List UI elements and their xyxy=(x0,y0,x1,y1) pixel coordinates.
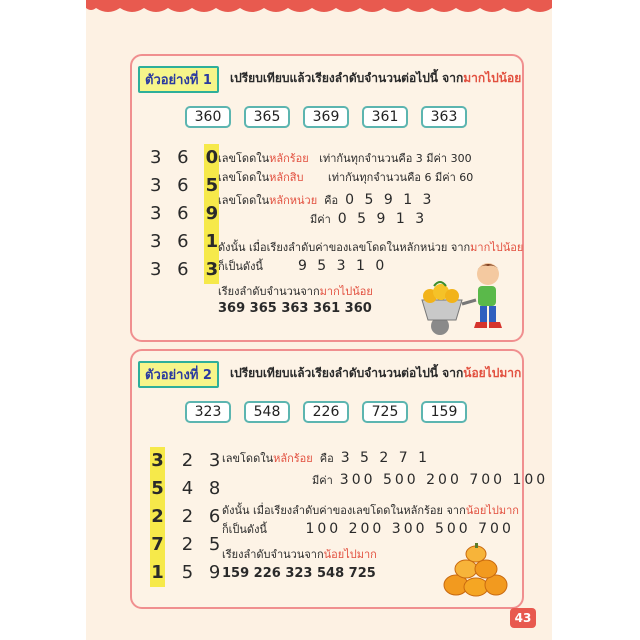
so-line: ดังนั้น เมื่อเรียงลำดับค่าของเลขโดดในหลักหน่วย จากมากไปน้อย xyxy=(218,241,524,254)
example-1-stacked-numbers xyxy=(150,144,225,284)
result-line: ก็เป็นดังนี้ 100 200 300 500 700 xyxy=(222,521,514,537)
units-line: เลขโดดในหลักหน่วย คือ 0 5 9 1 3 xyxy=(218,192,435,208)
order-line: เรียงลำดับจำนวนจากมากไปน้อย xyxy=(218,285,373,298)
stacked-number: 3 6 3 xyxy=(150,256,225,284)
order-line: เรียงลำดับจำนวนจากน้อยไปมาก xyxy=(222,548,377,561)
example-2-panel xyxy=(130,349,549,609)
units-values-line: มีค่า 0 5 9 1 3 xyxy=(310,211,428,227)
number-chip: 363 xyxy=(421,106,467,128)
example-2-number-chips xyxy=(185,401,467,423)
stacked-number: 3 6 1 xyxy=(150,228,225,256)
example-2-stacked-numbers xyxy=(150,447,225,587)
page-number: 43 xyxy=(510,608,536,628)
decorative-wave-border xyxy=(86,0,552,22)
number-chip: 725 xyxy=(362,401,408,423)
number-chip: 159 xyxy=(421,401,467,423)
example-1-instruction: เปรียบเทียบแล้วเรียงลำดับจำนวนต่อไปนี้ จากมากไปน้อย xyxy=(230,71,522,85)
number-chip: 548 xyxy=(244,401,290,423)
stacked-number: 3 6 5 xyxy=(150,172,225,200)
order-result: 369 365 363 361 360 xyxy=(218,301,372,316)
number-chip: 361 xyxy=(362,106,408,128)
stacked-number: 5 4 8 xyxy=(150,475,225,503)
example-2-tag: ตัวอย่างที่ 2 xyxy=(138,361,219,388)
stacked-number: 3 6 9 xyxy=(150,200,225,228)
example-1-panel xyxy=(130,54,524,342)
stacked-number: 2 2 6 xyxy=(150,503,225,531)
pumpkins-illustration xyxy=(442,541,508,597)
tens-line: เลขโดดในหลักสิบ เท่ากันทุกจำนวนคือ 6 มีค่า 60 xyxy=(218,171,474,184)
number-chip: 323 xyxy=(185,401,231,423)
result-line: ก็เป็นดังนี้ 9 5 3 1 0 xyxy=(218,258,388,274)
hundreds-values-line: มีค่า 300 500 200 700 100 xyxy=(312,472,549,488)
textbook-page xyxy=(86,0,552,640)
stacked-number: 3 2 3 xyxy=(150,447,225,475)
stacked-number: 7 2 5 xyxy=(150,531,225,559)
so-line: ดังนั้น เมื่อเรียงลำดับค่าของเลขโดดในหลักร้อย จากน้อยไปมาก xyxy=(222,504,519,517)
example-2-instruction: เปรียบเทียบแล้วเรียงลำดับจำนวนต่อไปนี้ จากน้อยไปมาก xyxy=(230,366,522,380)
stacked-number: 3 6 0 xyxy=(150,144,225,172)
number-chip: 365 xyxy=(244,106,290,128)
example-1-tag: ตัวอย่างที่ 1 xyxy=(138,66,219,93)
number-chip: 369 xyxy=(303,106,349,128)
stacked-number: 1 5 9 xyxy=(150,559,225,587)
order-result: 159 226 323 548 725 xyxy=(222,566,376,581)
hundreds-line: เลขโดดในหลักร้อย เท่ากันทุกจำนวนคือ 3 มีค่า 300 xyxy=(218,152,472,165)
boy-wheelbarrow-illustration xyxy=(414,256,514,336)
hundreds-line: เลขโดดในหลักร้อย คือ 3 5 2 7 1 xyxy=(222,450,431,466)
example-1-number-chips xyxy=(185,106,467,128)
number-chip: 360 xyxy=(185,106,231,128)
number-chip: 226 xyxy=(303,401,349,423)
